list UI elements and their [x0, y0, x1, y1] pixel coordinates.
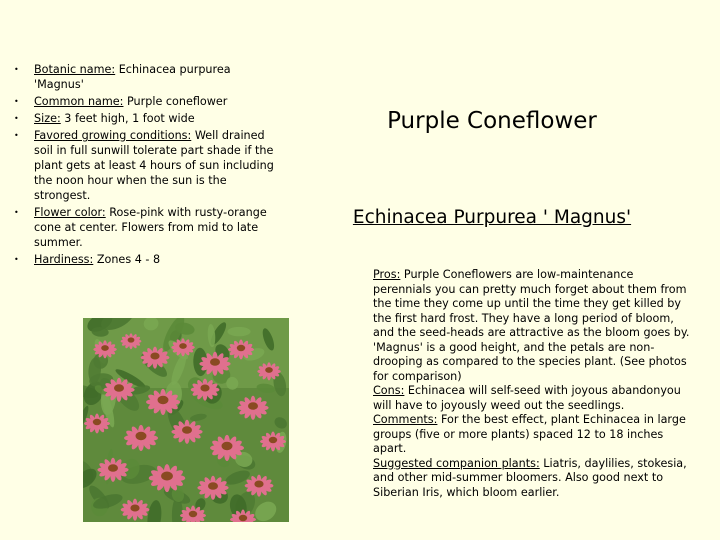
fact-flower-color	[14, 205, 282, 250]
fact-text: Rose-pink with rusty-orange cone at center. Flowers from mid to late summer.	[34, 206, 267, 249]
bullet: •	[14, 131, 19, 140]
fact-text: Echinacea purpurea 'Magnus'	[34, 63, 231, 91]
fact-growing-conditions	[14, 128, 282, 203]
fact-size	[14, 111, 282, 126]
note-pros	[373, 268, 695, 384]
fact-hardiness	[14, 252, 282, 267]
note-text: Liatris, daylilies, stokesia, and other mid-summer bloomers. Also good next to Siberian Iris, which bloom earlier.	[373, 456, 687, 499]
plant-facts-list	[14, 62, 282, 269]
fact-text: Zones 4 - 8	[93, 253, 161, 266]
fact-label: Botanic name:	[34, 63, 116, 76]
page-title: Purple Coneflower	[387, 108, 597, 134]
note-cons	[373, 384, 695, 413]
bullet: •	[14, 97, 19, 106]
bullet: •	[14, 255, 19, 264]
note-label: Pros:	[373, 268, 401, 281]
note-companion-plants	[373, 457, 695, 501]
fact-label: Flower color:	[34, 206, 106, 219]
plant-notes	[373, 268, 695, 500]
bullet: •	[14, 114, 19, 123]
fact-label: Hardiness:	[34, 253, 94, 266]
coneflower-photo-image	[83, 318, 289, 522]
fact-common-name	[14, 94, 282, 109]
fact-botanic-name	[14, 62, 282, 92]
latin-name-heading: Echinacea Purpurea ' Magnus'	[352, 207, 632, 228]
note-label: Comments:	[373, 413, 438, 426]
fact-text: Well drained soil in full sunwill tolerate part shade if the plant gets at least 4 hours of sun including the noon hour when the sun is the strongest.	[34, 129, 274, 202]
note-label: Cons:	[373, 384, 405, 397]
leaf	[227, 327, 250, 336]
fact-text: Purple coneflower	[123, 95, 228, 108]
note-text: Echinacea will self-seed with joyous abandonyou will have to joyously weed out the seedlings.	[373, 384, 681, 412]
bullet: •	[14, 208, 19, 217]
fact-text: 3 feet high, 1 foot wide	[60, 112, 195, 125]
note-text: For the best effect, plant Echinacea in large groups (five or more plants) spaced 12 to 18 inches apart.	[373, 413, 686, 455]
note-label: Suggested companion plants:	[373, 456, 540, 470]
bullet: •	[14, 65, 19, 74]
coneflower-photo	[83, 318, 289, 522]
note-comments	[373, 413, 695, 457]
fact-label: Common name:	[34, 95, 124, 108]
note-text: Purple Coneflowers are low-maintenance perennials you can pretty much forget about them from the time they come up until the time they get killed by the first hard frost. They have a long period of bloom, and the seed-heads are attractive as the bloom goes by. 'Magnus' is a good height, and the petals are non-drooping as compared to the species plant. (See photos for comparison)	[373, 268, 690, 383]
fact-label: Favored growing conditions:	[34, 129, 192, 142]
fact-label: Size:	[34, 112, 61, 125]
